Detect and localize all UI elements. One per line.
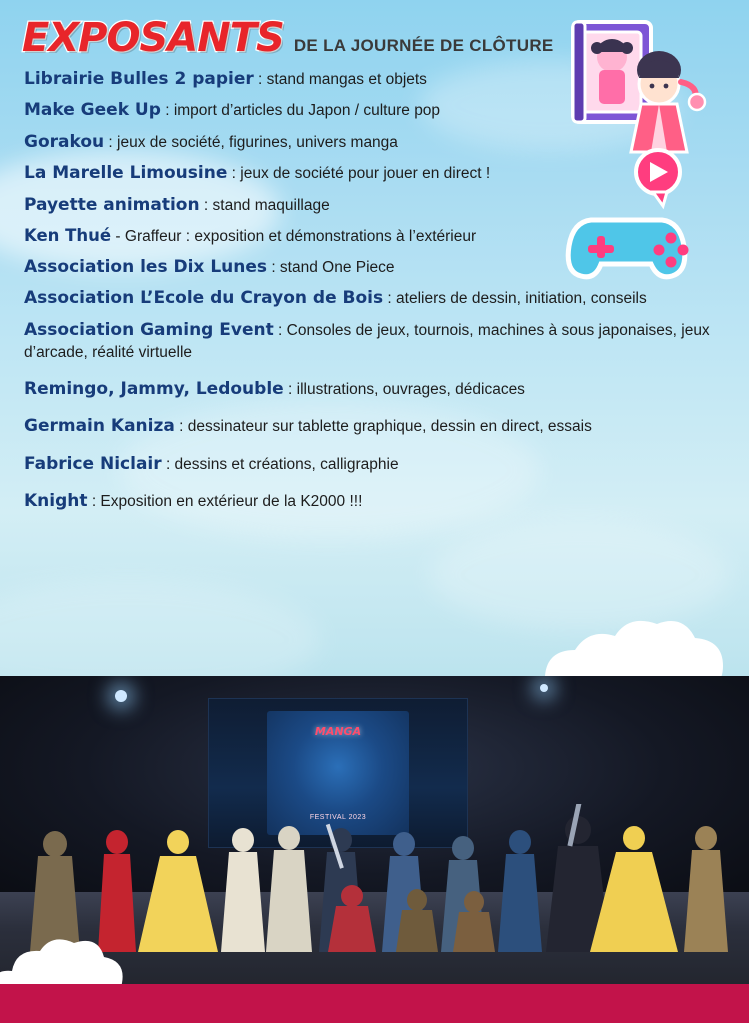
- screen-title: MANGA: [314, 725, 362, 738]
- list-item: [24, 162, 726, 185]
- exhibitor-desc: : stand mangas et objets: [253, 71, 427, 88]
- exhibitor-name: Make Geek Up: [24, 100, 161, 121]
- list-item: [24, 256, 726, 279]
- exhibitor-name: Payette animation: [24, 194, 200, 215]
- exhibitor-desc: : dessinateur sur tablette graphique, dessin en direct, essais: [174, 418, 592, 436]
- list-item: [24, 415, 726, 438]
- list-item: [24, 225, 726, 248]
- exhibitor-desc: : jeux de société pour jouer en direct !: [227, 165, 491, 183]
- exhibitor-desc: : stand maquillage: [199, 196, 330, 214]
- list-item: [24, 99, 726, 122]
- exhibitor-name: La Marelle Limousine: [24, 163, 228, 184]
- list-item: [24, 319, 726, 364]
- list-item: [24, 131, 726, 154]
- exhibitor-name: Fabrice Niclair: [24, 453, 162, 474]
- list-item: [24, 194, 726, 217]
- exhibitor-desc: : import d’articles du Japon / culture pop: [160, 102, 441, 120]
- stage-light: [540, 684, 548, 692]
- page-title: EXPOSANTS: [22, 15, 284, 61]
- list-item: [24, 490, 726, 513]
- exhibitor-desc: : Exposition en extérieur de la K2000 !!!: [87, 493, 363, 511]
- exhibitor-list: [24, 68, 726, 522]
- exhibitor-name: Ken Thué: [24, 226, 112, 246]
- exhibitor-desc: : illustrations, ouvrages, dédicaces: [283, 380, 525, 398]
- stage-light: [115, 690, 127, 702]
- footer-band: [0, 984, 749, 1023]
- list-item: [24, 453, 726, 476]
- list-item: [24, 287, 726, 310]
- exhibitor-desc: : dessins et créations, calligraphie: [161, 455, 399, 473]
- exhibitor-name: Knight: [24, 491, 88, 512]
- exhibitor-desc: : Consoles de jeux, tournois, machines à sous japonaises, jeux d’arcade, réalité virtuelle: [24, 321, 710, 362]
- exhibitor-name: Association Gaming Event: [24, 319, 274, 340]
- exhibitor-name: Librairie Bulles 2 papier: [24, 69, 254, 89]
- exhibitor-desc: : ateliers de dessin, initiation, conseils: [383, 290, 647, 308]
- list-item: [24, 378, 726, 401]
- exhibitor-name: Gorakou: [24, 131, 105, 152]
- exhibitor-name: Association les Dix Lunes: [24, 257, 268, 278]
- page-subtitle: DE LA JOURNÉE DE CLÔTURE: [293, 36, 554, 55]
- exhibitor-desc: : stand One Piece: [267, 259, 395, 277]
- exhibitor-name: Remingo, Jammy, Ledouble: [24, 378, 284, 399]
- screen-subtitle: FESTIVAL 2023: [309, 814, 367, 821]
- exhibitor-name: Association L’Ecole du Crayon de Bois: [24, 288, 384, 309]
- list-item: [24, 68, 726, 91]
- exhibitor-desc: - Graffeur : exposition et démonstrations à l’extérieur: [111, 228, 477, 246]
- exhibitor-name: Germain Kaniza: [24, 416, 175, 437]
- exhibitor-desc: : jeux de société, figurines, univers manga: [104, 133, 398, 151]
